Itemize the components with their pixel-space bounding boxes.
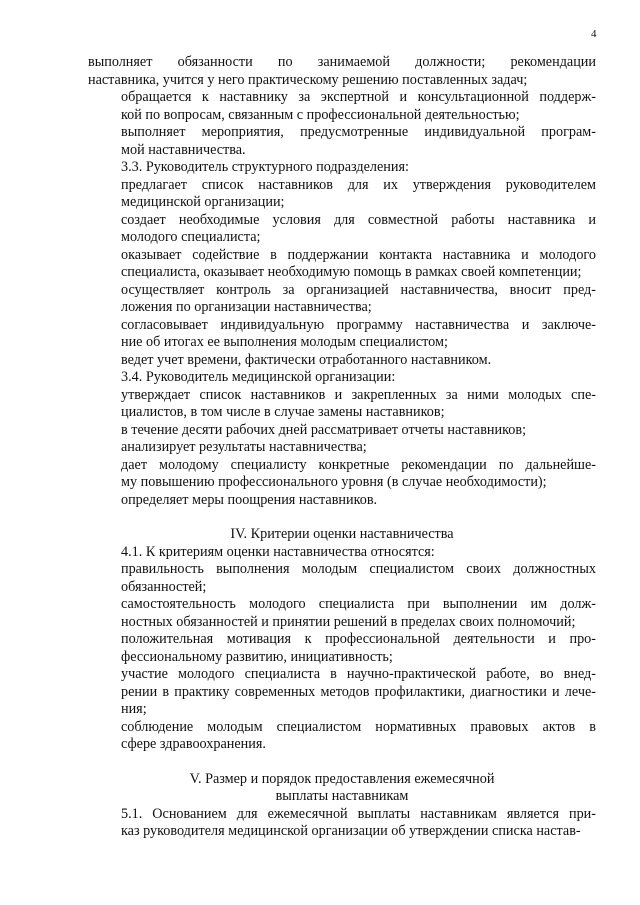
text-line: ведет учет времени, фактически отработанного наставником. [121, 351, 492, 368]
text-line: ностных обязанностей и принятии решений в пределах своих полномочий; [121, 613, 576, 630]
section-5-heading-line: выплаты наставникам [275, 788, 409, 804]
text-line: 4.1. К критериям оценки наставничества относятся: [121, 543, 435, 560]
section-4-body [88, 544, 596, 754]
text-line: 5.1. Основанием для ежемесячной выплаты наставникам является при- [121, 805, 596, 822]
text-line: циалистов, в том числе в случае замены наставников; [121, 404, 445, 420]
text-line: в течение десяти рабочих дней рассматривает отчеты наставников; [121, 421, 527, 438]
text-line: му повышению профессионального уровня (в случае необходимости); [121, 474, 547, 490]
paragraph [88, 439, 596, 457]
paragraph [88, 177, 596, 212]
text-line: оказывает содействие в поддержании контакта наставника и молодого [121, 246, 596, 263]
paragraph [88, 352, 596, 370]
text-line: создает необходимые условия для совместной работы наставника и [121, 211, 596, 228]
paragraph [88, 561, 596, 596]
text-line: согласовывает индивидуальную программу наставничества и заключе- [121, 316, 596, 333]
paragraph [88, 282, 596, 317]
paragraph [88, 457, 596, 492]
text-line: утверждает список наставников и закрепленных за ними молодых спе- [121, 386, 596, 403]
text-line: выполняет обязанности по занимаемой должности; рекомендации [88, 54, 596, 70]
section-3-continuation [88, 54, 596, 509]
text-line: кой по вопросам, связанным с профессиональной деятельностью; [121, 106, 520, 123]
section-5-heading [88, 771, 596, 806]
text-line: 3.3. Руководитель структурного подразделения: [121, 159, 409, 175]
text-line: наставника, учится у него практическому решению поставленных задач; [88, 71, 528, 88]
paragraph [88, 631, 596, 666]
text-line: 3.4. Руководитель медицинской организации: [121, 369, 396, 385]
text-line: ложения по организации наставничества; [121, 299, 372, 315]
paragraph [88, 247, 596, 282]
text-line: каз руководителя медицинской организации об утверждении списка настав- [121, 823, 581, 839]
text-line: выполняет мероприятия, предусмотренные индивидуальной програм- [121, 124, 596, 140]
paragraph [88, 89, 596, 124]
text-line: медицинской организации; [121, 194, 285, 210]
paragraph [88, 54, 596, 89]
paragraph [88, 422, 596, 440]
paragraph [88, 596, 596, 631]
section-5-heading-line: V. Размер и порядок предоставления ежемесячной [189, 770, 495, 787]
text-line: осуществляет контроль за организацией наставничества, вносит пред- [121, 281, 596, 298]
paragraph [88, 159, 596, 177]
text-line: ния; [121, 701, 147, 717]
paragraph [88, 666, 596, 719]
text-line: обязанностей; [121, 578, 207, 595]
paragraph [88, 212, 596, 247]
paragraph [88, 369, 596, 387]
text-line: сфере здравоохранения. [121, 736, 266, 752]
text-line: правильность выполнения молодым специалистом своих должностных [121, 561, 596, 577]
section-4-heading: IV. Критерии оценки наставничества [230, 526, 454, 542]
text-line: соблюдение молодым специалистом нормативных правовых актов в [121, 718, 596, 735]
paragraph [88, 719, 596, 754]
text-line: предлагает список наставников для их утверждения руководителем [121, 176, 596, 193]
text-line: положительная мотивация к профессиональной деятельности и про- [121, 631, 596, 647]
paragraph [88, 317, 596, 352]
text-line: обращается к наставнику за экспертной и консультационной поддерж- [121, 89, 596, 105]
text-line: мой наставничества. [121, 141, 246, 158]
text-line: дает молодому специалисту конкретные рекомендации по дальнейше- [121, 456, 596, 473]
page-number: 4 [591, 28, 597, 40]
text-line: участие молодого специалиста в научно-практической работе, во внед- [121, 666, 596, 682]
text-line: фессиональному развитию, инициативность; [121, 648, 393, 665]
paragraph [88, 544, 596, 562]
paragraph [88, 124, 596, 159]
section-5-body [88, 806, 596, 841]
paragraph [88, 492, 596, 510]
text-line: самостоятельность молодого специалиста при выполнении им долж- [121, 596, 596, 612]
paragraph [88, 806, 596, 841]
paragraph [88, 387, 596, 422]
document-body [88, 54, 596, 841]
text-line: молодого специалиста; [121, 229, 261, 245]
text-line: рении в практику современных методов профилактики, диагностики и лече- [121, 683, 596, 700]
text-line: определяет меры поощрения наставников. [121, 491, 378, 508]
text-line: анализирует результаты наставничества; [121, 439, 367, 455]
text-line: ние об итогах ее выполнения молодым специалистом; [121, 334, 448, 350]
text-line: специалиста, оказывает необходимую помощь в рамках своей компетенции; [121, 264, 582, 280]
